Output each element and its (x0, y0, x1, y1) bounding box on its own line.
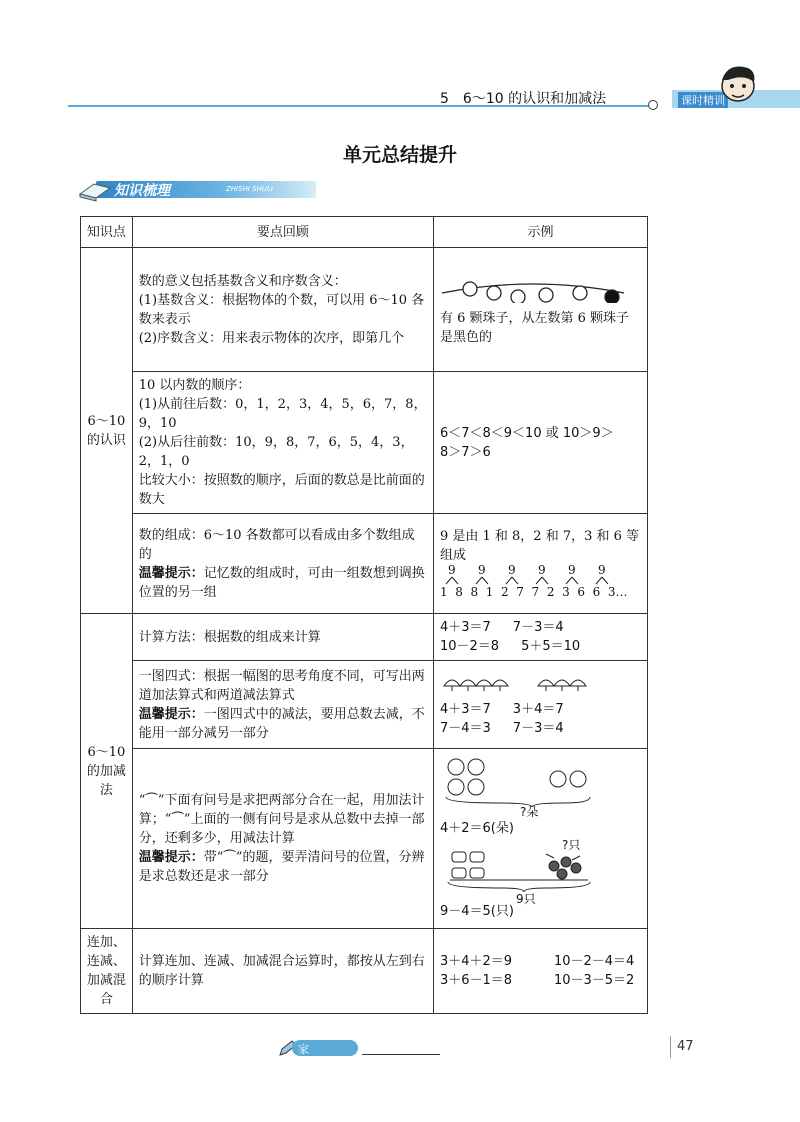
equation: 7－3＝4 (512, 620, 564, 635)
col-header-points: 要点回顾 (132, 217, 433, 248)
tree-top: 9 (567, 562, 576, 577)
points-cell (132, 248, 433, 372)
flowers-diagram (440, 757, 641, 819)
text-line: 数的意义包括基数含义和序数含义： (138, 273, 347, 289)
points-cell (132, 749, 433, 929)
topic-cell-mixed: 连加、连减、加减混合 (81, 929, 133, 1014)
tip-label: 温馨提示： (138, 565, 204, 581)
example-text: 6＜7＜8＜9＜10 或 10＞9＞ (439, 425, 614, 441)
example-cell (433, 661, 647, 749)
beads-illustration (440, 273, 626, 303)
summary-table (80, 216, 648, 1014)
equation: 7－4＝3 (439, 720, 491, 736)
tree-top: 9 (477, 562, 486, 577)
text-line: “⏜”下面有问号是求把两部分合在一起，用加法计算；“⏜”上面的一侧有问号是求从总数中去掉一部分，还剩多少，用减法计算 (138, 793, 425, 846)
equation: 4＋3＝7 (439, 620, 491, 635)
tree-top: 9 (447, 562, 456, 577)
header-band-label: 课时精训 (678, 92, 728, 108)
text-line: (1)基数含义：根据物体的个数，可以用 6～10 各数来表示 (138, 292, 425, 327)
text-line: (1)从前往后数：0，1，2，3，4，5，6，7，8，9，10 (138, 397, 427, 431)
text-line: 比较大小：按照数的顺序，后面的数总是比前面的数大 (138, 473, 425, 507)
equation: 3＋6－1＝8 (439, 973, 513, 988)
text-line: 10 以内数的顺序： (138, 378, 251, 393)
equation: 4＋2＝6(朵) (439, 820, 514, 836)
number-trees (439, 562, 641, 601)
table-row (81, 661, 648, 749)
example-text: 有 6 颗珠子，从左数第 6 颗珠子是黑色的 (439, 310, 630, 345)
topic-cell-recognition: 6～10 的认识 (81, 248, 133, 614)
example-cell (433, 248, 647, 372)
sign-label: 家长签字 (298, 1043, 309, 1104)
rabbits-diagram (440, 837, 641, 906)
tip-text: 记忆数的组成时，可由一组数想到调换位置的另一组 (138, 565, 425, 600)
question-label: ?朵 (519, 804, 539, 819)
example-cell (433, 929, 647, 1014)
section-banner (76, 178, 316, 200)
text-line: 数的组成：6～10 各数都可以看成由多个数组成的 (138, 527, 415, 562)
table-row (81, 749, 648, 929)
section-pinyin: ZHISHI SHULI (226, 185, 273, 193)
example-cell (433, 749, 647, 929)
table-header-row (81, 217, 648, 248)
example-cell (433, 514, 647, 614)
tree-top: 9 (507, 562, 516, 577)
equation: 7－3＝4 (512, 720, 564, 736)
example-text: 9 是由 1 和 8，2 和 7，3 和 6 等组成 (439, 528, 640, 563)
table-row (81, 372, 648, 514)
example-text: 8＞7＞6 (439, 444, 491, 460)
rabbits-illustration (440, 846, 626, 896)
total-label: 9只 (515, 891, 536, 906)
page-title: 单元总结提升 (342, 144, 457, 166)
points-cell (132, 661, 433, 749)
sign-line[interactable] (362, 1054, 440, 1055)
tip-text: 一图四式中的减法，要用总数去减，不能用一部分减另一部分 (138, 706, 425, 741)
equation: 10－3－5＝2 (553, 973, 635, 988)
chapter-title: 5 6～10 的认识和加减法 (440, 91, 607, 107)
text-line: (2)序数含义：用来表示物体的次序，即第几个 (138, 330, 405, 346)
text-line: (2)从后往前数：10，9，8，7，6，5，4，3，2，1，0 (138, 435, 414, 469)
section-label: 知识梳理 (114, 183, 170, 199)
col-header-topic: 知识点 (81, 217, 133, 248)
equation: 3＋4＋2＝9 (439, 954, 513, 969)
book-icon (76, 178, 116, 202)
table-row (81, 514, 648, 614)
points-cell (132, 372, 433, 514)
page-number: 47 (670, 1036, 694, 1058)
example-cell (433, 372, 647, 514)
mushrooms-illustration (440, 672, 626, 694)
equation: 9－4＝5(只) (439, 903, 514, 919)
equation: 4＋3＝7 (439, 701, 491, 717)
header-dot-icon (648, 100, 658, 110)
tip-label: 温馨提示： (138, 850, 204, 865)
mascot-icon (708, 58, 768, 108)
table-row (81, 614, 648, 661)
text-line: 一图四式：根据一幅图的思考角度不同，可写出两道加法算式和两道减法算式 (138, 668, 425, 703)
equation: 10－2＝8 (439, 639, 500, 654)
table-row (81, 248, 648, 372)
table-row (81, 929, 648, 1014)
tree-top: 9 (537, 562, 546, 577)
topic-cell-addsub: 6～10 的加减法 (81, 614, 133, 929)
tree-bottom: 1 8 8 1 2 7 7 2 3 6 6 3… (439, 584, 628, 599)
col-header-example: 示例 (433, 217, 647, 248)
tree-top: 9 (597, 562, 606, 577)
points-cell (132, 514, 433, 614)
tip-label: 温馨提示： (138, 706, 204, 722)
points-cell: 计算方法：根据数的组成来计算 (132, 614, 433, 661)
flowers-illustration (440, 757, 626, 807)
equation: 5＋5＝10 (521, 639, 581, 654)
equation: 10－2－4＝4 (553, 954, 635, 969)
points-cell: 计算连加、连减、加减混合运算时，都按从左到右的顺序计算 (132, 929, 433, 1014)
example-cell (433, 614, 647, 661)
equation: 3＋4＝7 (512, 701, 564, 717)
question-label: ?只 (561, 837, 581, 852)
tip-text: 带“⏜”的题，要弄清问号的位置，分辨是求总数还是求一部分 (138, 850, 425, 884)
